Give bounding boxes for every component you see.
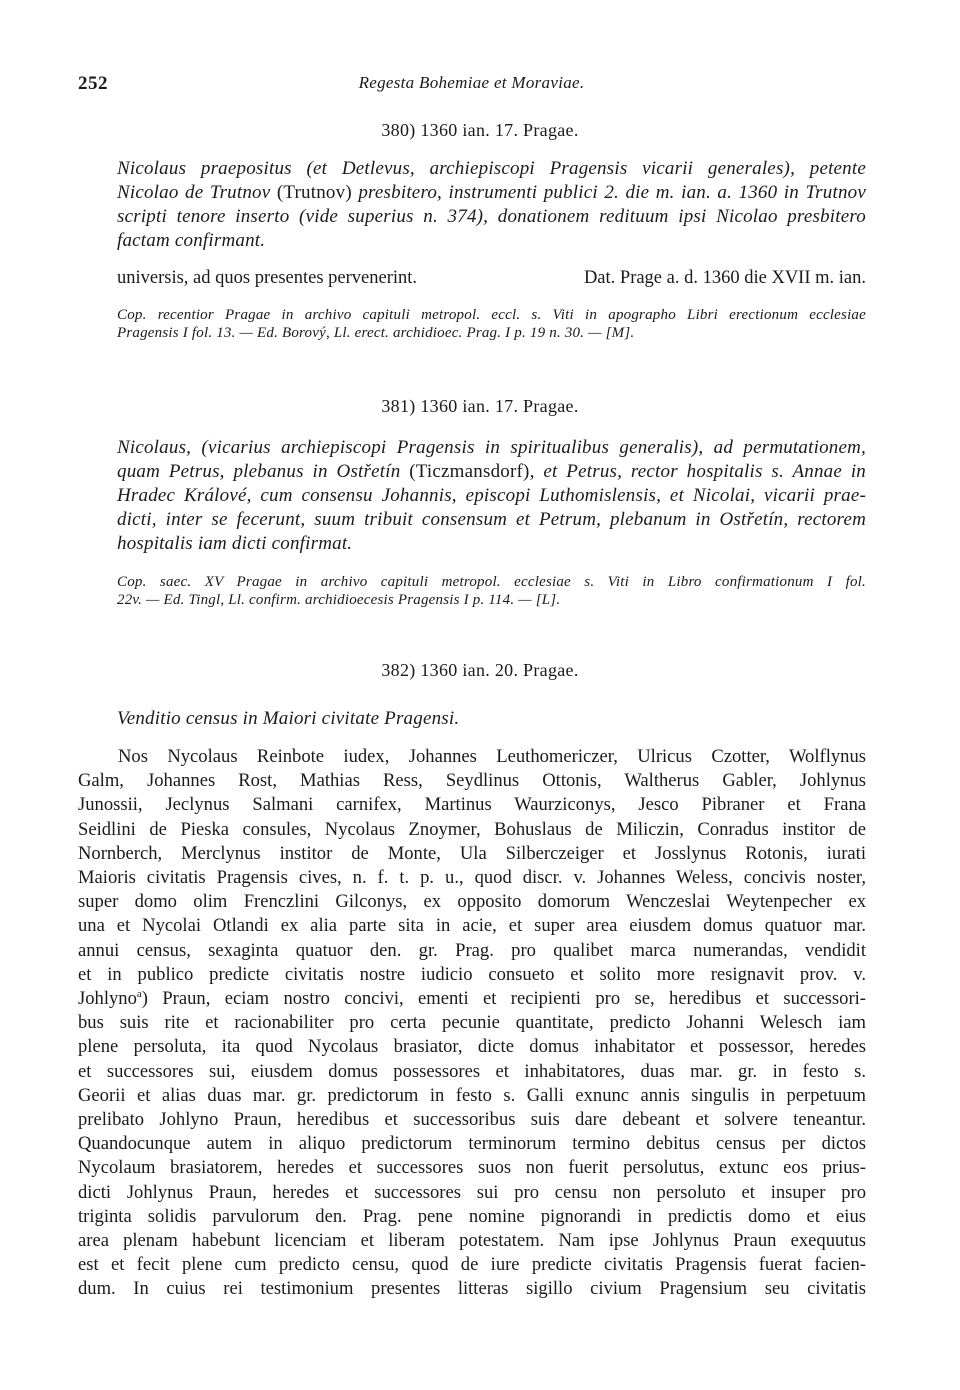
entry-382-heading: 382) 1360 ian. 20. Pragae. [381, 660, 579, 680]
entry-381-abstract [117, 436, 866, 556]
text-line: annui census, sexaginta quatuor den. gr. Prag. pro qualibet marca numerandas, vendidit [78, 939, 866, 961]
place-name-upright: (Trutnov) [276, 182, 352, 203]
entry-380-abstract [117, 157, 866, 253]
abstract-line: dicti, inter se fecerunt, suum tribuit consensum et Petrum, plebanum in Ostřetín, rectorem [117, 509, 866, 530]
text-line: Galm, Johannes Rost, Mathias Ress, Seydlinus Ottonis, Waltherus Gabler, Johlynus [78, 770, 866, 792]
text-line: bus suis rite et racionabiliter pro certa pecunie quantitate, predicto Johanni Welesch iam [78, 1012, 866, 1034]
text-line: est et fecit plene cum predicto censu, quod de iure predicte civitatis Pragensis fuerat facien- [78, 1254, 866, 1276]
text-line: triginta solidis parvulorum den. Prag. pene nomine pignorandi in predictis domo et eius [78, 1205, 866, 1227]
text-line: area plenam habebunt licenciam et liberam potestatem. Nam ipse Johlynus Praun exequutus [78, 1230, 866, 1252]
abstract-line: Nicolaus, (vicarius archiepiscopi Pragensis in spiritualibus generalis), ad permutationem, [117, 437, 866, 458]
footnote-marker: a [136, 987, 142, 1000]
text-line: et successores sui, eiusdem domus possessores et inhabitatores, duas mar. gr. in festo s. [78, 1060, 866, 1082]
note-line: Pragensis I fol. 13. — Ed. Borový, Ll. erect. archidioec. Prag. I p. 19 n. 30. — [M]. [117, 325, 635, 341]
text-line: dicti Johlynus Praun, heredes et successores sui pro censu non persoluto et insuper pro [78, 1181, 866, 1203]
note-line: 22v. — Ed. Tingl, Ll. confirm. archidioecesis Pragensis I p. 114. — [L]. [117, 592, 561, 608]
text-line: Georii et alias duas mar. gr. predictorum in festo s. Galli exnunc annis singulis in perpetuum [78, 1084, 866, 1106]
entry-382-title [117, 707, 866, 731]
place-name-upright: (Ticzmansdorf) [409, 461, 530, 482]
text-line: Nycolaum brasiatorem, heredes et successores suos non fuerit persolutus, extunc eos prius- [78, 1157, 866, 1179]
text-line: Nornberch, Merclynus institor de Monte, Ula Silberczeiger et Josslynus Rotonis, iurati [78, 842, 866, 864]
note-line: Cop. saec. XV Pragae in archivo capituli metropol. ecclesiae s. Viti in Libro confirmationum I fol. [117, 574, 866, 590]
page-header [78, 73, 865, 99]
text-line: plene persoluta, ita quod Nycolaus brasiator, dicte domus inhabitator et possessor, heredes [78, 1036, 866, 1058]
abstract-line: Nicolao de Trutnov (Trutnov) presbitero, instrumenti publici 2. die m. ian. a. 1360 in Trutnov [117, 182, 866, 203]
formula-incipit: universis, ad quos presentes pervenerint. [117, 268, 418, 288]
running-title: Regesta Bohemiae et Moraviae. [358, 73, 585, 92]
entry-381-note [117, 573, 866, 609]
entry-380-formula [117, 268, 866, 292]
formula-datum: Dat. Prage a. d. 1360 die XVII m. ian. [583, 268, 866, 288]
text-line: super domo olim Frenczlini Gilconys, ex opposito domorum Wenczeslai Weytenpecher ex [78, 891, 866, 913]
note-line: Cop. recentior Pragae in archivo capituli metropol. eccl. s. Viti in apographo Libri erectionum ecclesiae [117, 307, 866, 323]
entry-380-heading: 380) 1360 ian. 17. Pragae. [381, 120, 579, 140]
abstract-line: scripti tenore inserto (vide superius n. 374), donationem redituum ipsi Nicolao presbitero [117, 206, 866, 227]
entry-381-heading: 381) 1360 ian. 17. Pragae. [381, 396, 579, 416]
abstract-line: Hradec Králové, cum consensu Johannis, episcopi Luthomislensis, et Nicolai, vicarii prae- [117, 485, 866, 506]
text-line: prelibato Johlyno Praun, heredibus et successoribus suis dare debeant et solvere teneantur. [78, 1109, 866, 1131]
entry-382-text [78, 745, 866, 1302]
entry-title: Venditio census in Maiori civitate Pragensi. [117, 708, 460, 729]
text-line: Junossii, Jeclynus Salmani carnifex, Martinus Waurziconys, Jesco Pibraner et Frana [78, 794, 866, 816]
text-line: Seidlini de Pieska consules, Nycolaus Znoymer, Bohuslaus de Miliczin, Conradus institor de [78, 818, 866, 840]
page-number: 252 [78, 73, 108, 94]
abstract-line: quam Petrus, plebanus in Ostřetín (Ticzmansdorf), et Petrus, rector hospitalis s. Annae in [117, 461, 867, 482]
text-line: Maioris civitatis Pragensis cives, n. f. t. p. u., quod discr. v. Johannes Weless, concivis noster, [78, 867, 866, 889]
text-line: dum. In cuius rei testimonium presentes litteras sigillo civium Pragensium seu civitatis [78, 1278, 866, 1300]
text-line: Johlyno$^a$) Praun, eciam nostro concivi, ementi et recipienti pro se, heredibus et successori- [78, 987, 866, 1010]
text-line: Nos Nycolaus Reinbote iudex, Johannes Leuthomericzer, Ulricus Czotter, Wolflynus [118, 746, 866, 767]
abstract-line: factam confirmant. [117, 230, 266, 251]
text-line: Quandocunque autem in aliquo predictorum terminorum termino debitus census per dictos [78, 1133, 866, 1155]
entry-380-note [117, 306, 866, 342]
text-line: et in publico predicte civitatis nostre iudicio consueto et solito more resignavit prov. v. [78, 963, 866, 985]
abstract-line: hospitalis iam dicti confirmat. [117, 533, 353, 554]
abstract-line: Nicolaus praepositus (et Detlevus, archiepiscopi Pragensis vicarii generales), petente [117, 158, 866, 179]
text-line: una et Nycolai Otlandi ex alia parte sita in acie, et super area eiusdem domus quatuor mar. [78, 915, 866, 937]
